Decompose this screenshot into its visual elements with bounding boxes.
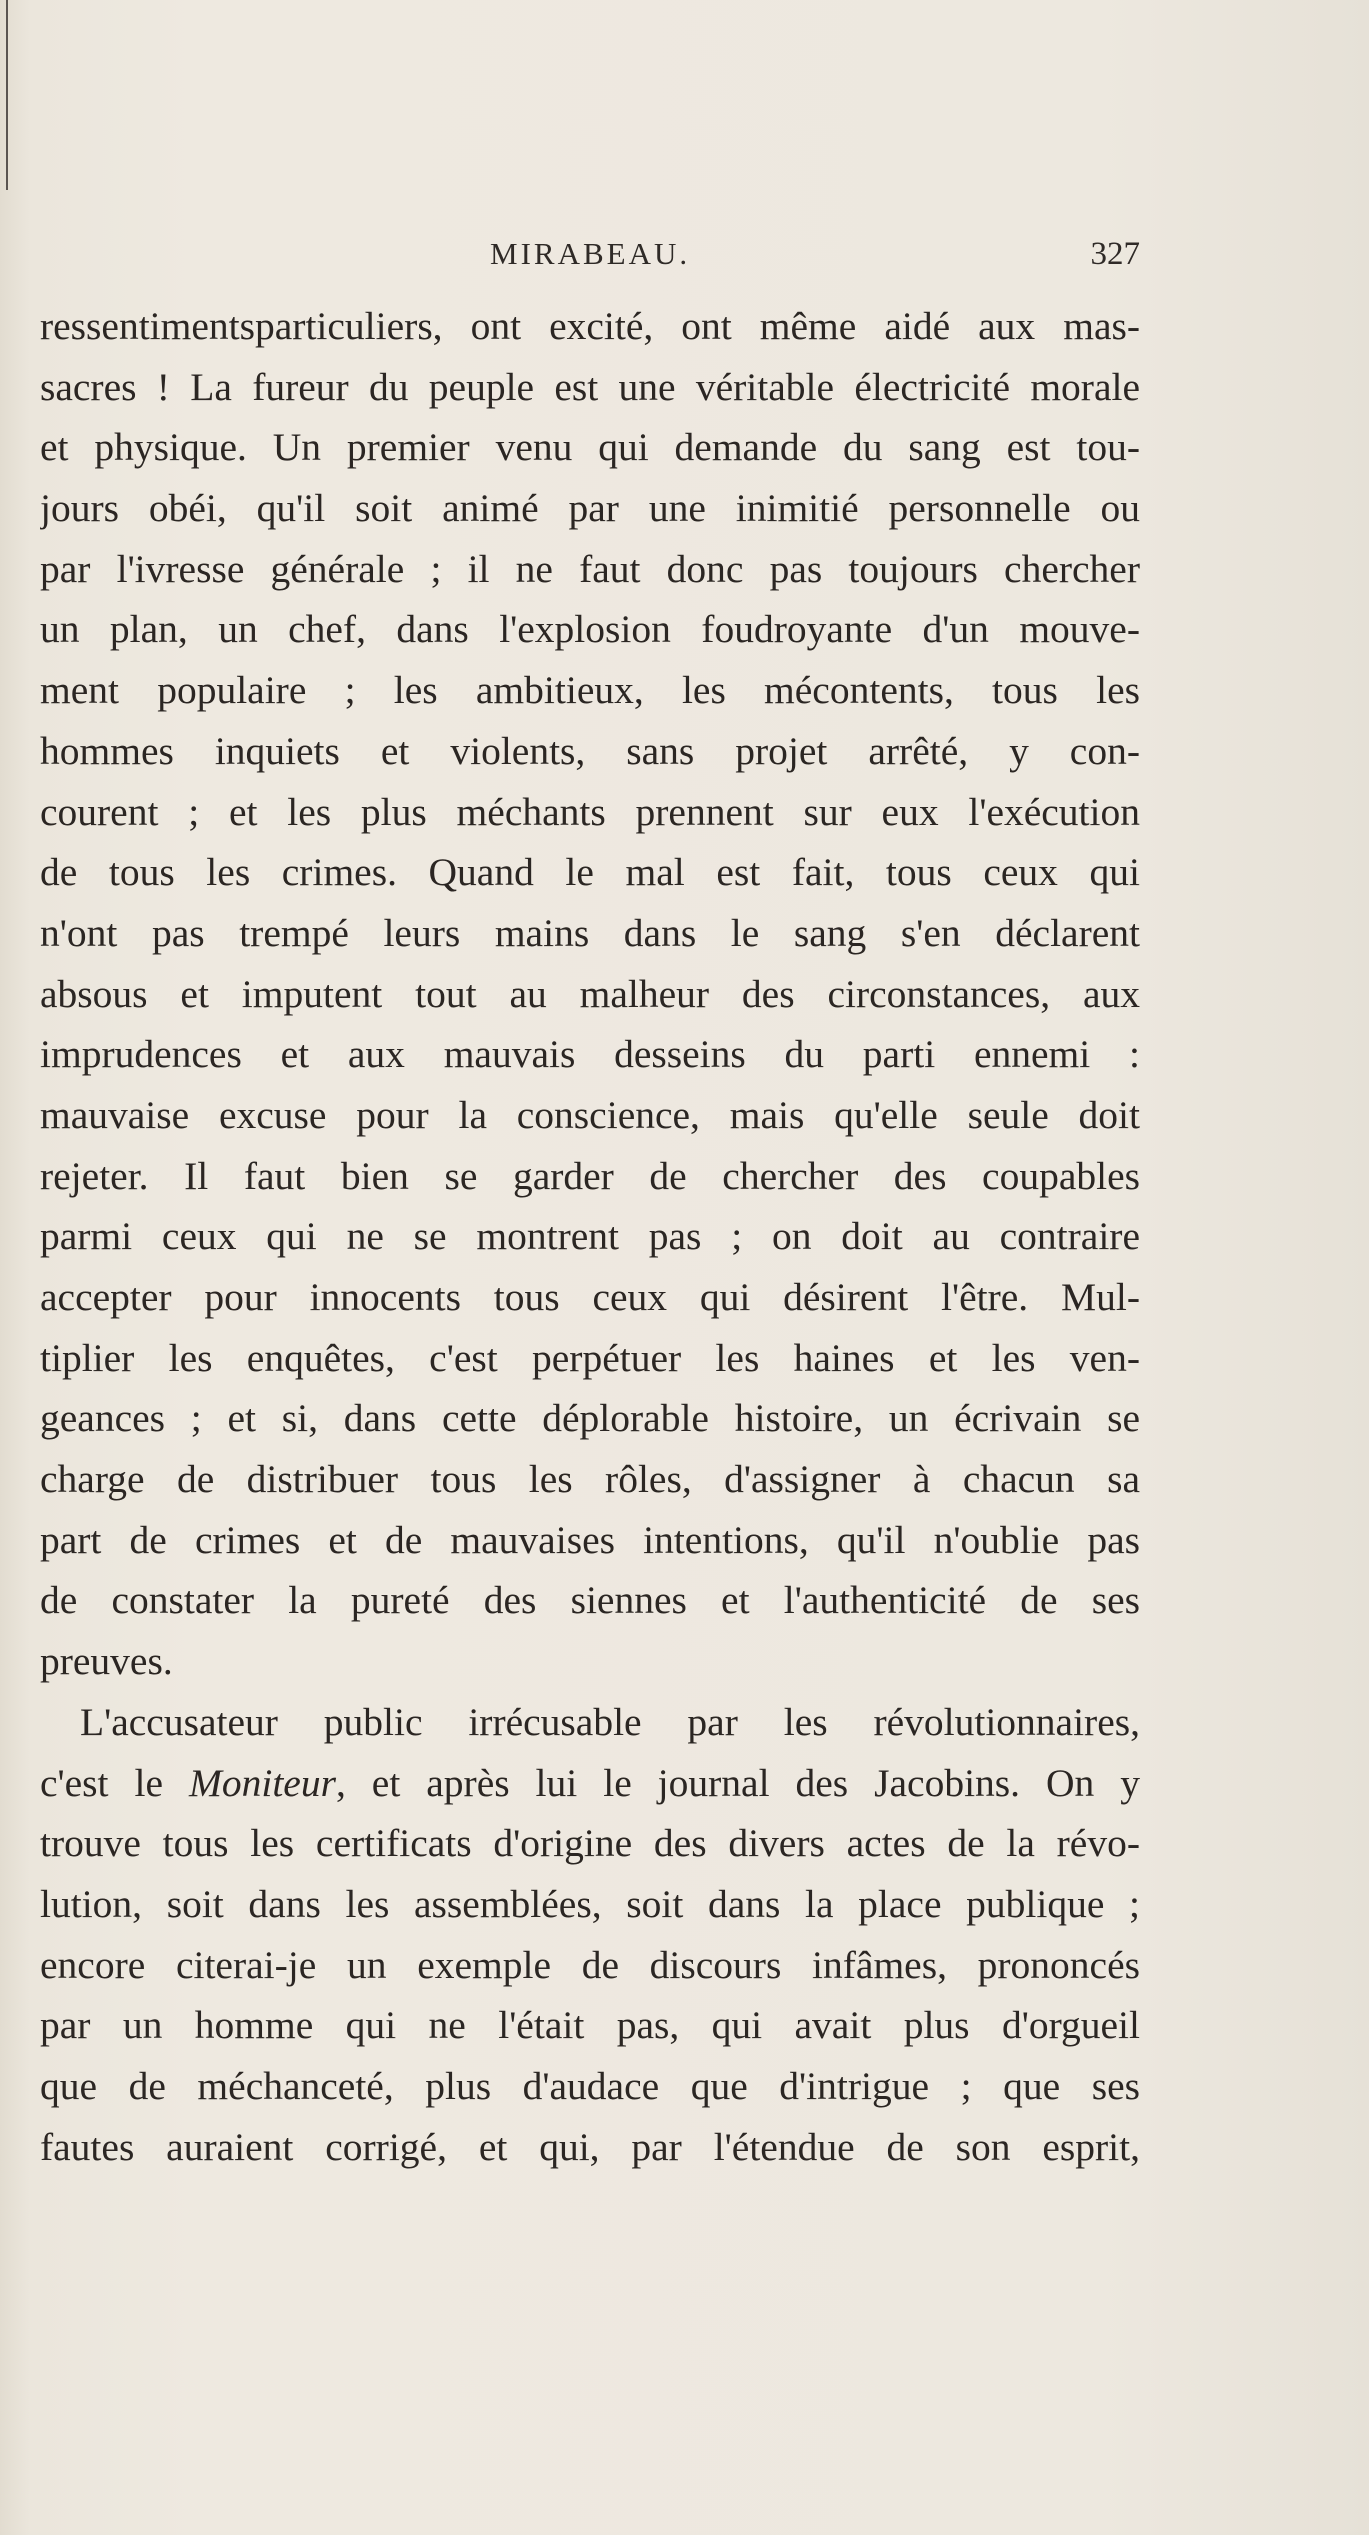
text-line (40, 1753, 1140, 1814)
text-line: preuves. (40, 1639, 173, 1684)
text-line: trouve tous les certificats d'origine des divers actes de la révo- (40, 1821, 1140, 1866)
text-line: tiplier les enquêtes, c'est perpétuer les haines et les ven- (40, 1335, 1140, 1380)
italic-title: Moniteur (188, 1760, 336, 1805)
page-edge-line (6, 0, 8, 190)
page-number: 327 (1090, 236, 1140, 272)
text-line: L'accusateur public irrécusable par les révolutionnaires, (80, 1699, 1140, 1744)
paragraph-2 (40, 1692, 1140, 2178)
body-text (40, 296, 1140, 2177)
text-line: par l'ivresse générale ; il ne faut donc pas toujours chercher (40, 546, 1140, 591)
text-line: rejeter. Il faut bien se garder de chercher des coupables (40, 1153, 1140, 1198)
text-fragment: , et après lui le journal des Jacobins. On y (335, 1760, 1140, 1805)
text-line: ressentimentsparticuliers, ont excité, ont même aidé aux mas- (40, 304, 1140, 348)
text-line: que de méchanceté, plus d'audace que d'intrigue ; que ses (40, 2063, 1140, 2108)
text-line: geances ; et si, dans cette déplorable histoire, un écrivain se (40, 1396, 1140, 1441)
text-line: mauvaise excuse pour la conscience, mais qu'elle seule doit (40, 1092, 1140, 1137)
text-line: encore citerai-je un exemple de discours infâmes, prononcés (40, 1942, 1140, 1987)
text-line: ment populaire ; les ambitieux, les mécontents, tous les (40, 668, 1140, 713)
text-line: imprudences et aux mauvais desseins du parti ennemi : (40, 1032, 1140, 1077)
text-line: courent ; et les plus méchants prennent sur eux l'exécution (40, 789, 1140, 834)
text-line: hommes inquiets et violents, sans projet arrêté, y con- (40, 728, 1140, 773)
running-head-title: MIRABEAU. (490, 236, 691, 271)
text-line: part de crimes et de mauvaises intentions, qu'il n'oublie pas (40, 1517, 1140, 1562)
text-line: jours obéi, qu'il soit animé par une inimitié personnelle ou (40, 486, 1140, 531)
text-line: charge de distribuer tous les rôles, d'assigner à chacun sa (40, 1457, 1140, 1502)
text-line: et physique. Un premier venu qui demande du sang est tou- (40, 425, 1140, 470)
text-line: un plan, un chef, dans l'explosion foudroyante d'un mouve- (40, 607, 1140, 652)
text-line: fautes auraient corrigé, et qui, par l'étendue de son esprit, (40, 2124, 1140, 2169)
paragraph-1 (40, 296, 1140, 1692)
running-head (40, 236, 1140, 286)
text-line: absous et imputent tout au malheur des circonstances, aux (40, 971, 1140, 1016)
text-line: parmi ceux qui ne se montrent pas ; on doit au contraire (40, 1214, 1140, 1259)
text-line: sacres ! La fureur du peuple est une véritable électricité morale (40, 364, 1140, 409)
text-line: n'ont pas trempé leurs mains dans le sang s'en déclarent (40, 910, 1140, 955)
text-line: de constater la pureté des siennes et l'authenticité de ses (40, 1578, 1140, 1623)
text-line: de tous les crimes. Quand le mal est fait, tous ceux qui (40, 850, 1140, 895)
text-line: par un homme qui ne l'était pas, qui avait plus d'orgueil (40, 2003, 1140, 2048)
text-line: lution, soit dans les assemblées, soit dans la place publique ; (40, 1881, 1140, 1926)
text-line: accepter pour innocents tous ceux qui désirent l'être. Mul- (40, 1275, 1140, 1319)
text-fragment: c'est le (40, 1760, 189, 1805)
